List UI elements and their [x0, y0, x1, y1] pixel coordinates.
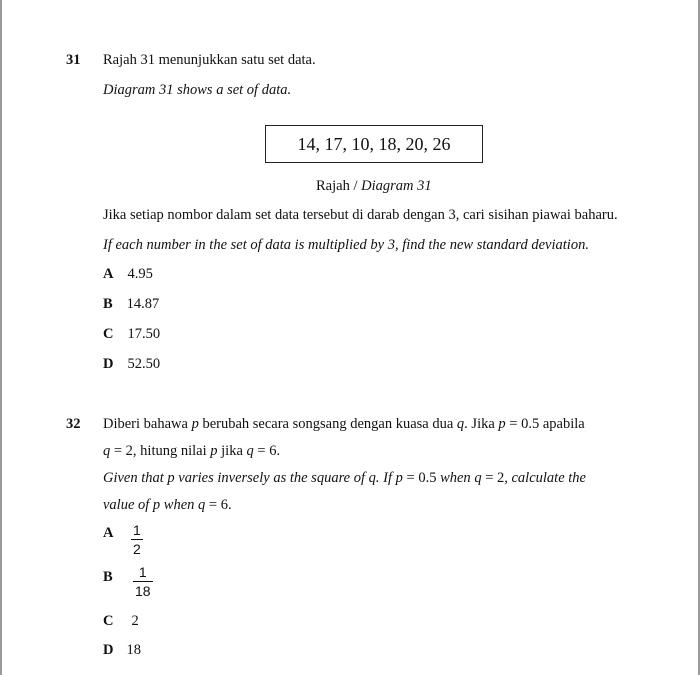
diagram-31-caption — [316, 177, 432, 195]
q31-option-b-letter: B — [103, 296, 113, 312]
q31-option-a-value: 4.95 — [127, 266, 153, 282]
q32-option-b-denominator: 18 — [135, 583, 151, 599]
fraction-bar — [133, 581, 153, 582]
q31-option-c[interactable] — [103, 325, 160, 343]
q31-option-b[interactable] — [103, 295, 159, 313]
question-31-text-en: If each number in the set of data is multiplied by 3, find the new standard deviation. — [103, 237, 589, 253]
question-32-number: 32 — [66, 416, 81, 432]
q32-option-b-fraction[interactable] — [133, 565, 153, 599]
q32-option-c[interactable] — [103, 612, 139, 630]
q32-option-a-denominator: 2 — [133, 541, 141, 557]
question-32-line2-ms: q = 2, hitung nilai p jika q = 6. — [103, 443, 281, 459]
question-31-intro-en: Diagram 31 shows a set of data. — [103, 82, 292, 98]
question-31-text-ms: Jika setiap nombor dalam set data tersebut di darab dengan 3, cari sisihan piawai baharu. — [103, 207, 618, 223]
q32-option-d-letter: D — [103, 642, 114, 658]
fraction-bar — [131, 539, 143, 540]
q32-option-b-numerator: 1 — [138, 564, 147, 580]
q31-option-a[interactable] — [103, 265, 153, 283]
caption-en: Diagram 31 — [361, 178, 432, 194]
question-32-line1-ms: Diberi bahawa p berubah secara songsang dengan kuasa dua q. Jika p = 0.5 apabila — [103, 416, 585, 432]
q32-option-a-letter[interactable]: A — [103, 525, 114, 541]
q31-option-d-letter: D — [103, 356, 114, 372]
page-left-edge — [0, 0, 2, 675]
q32-option-c-letter: C — [103, 613, 114, 629]
q31-option-d-value: 52.50 — [127, 356, 161, 372]
q31-option-c-value: 17.50 — [127, 326, 161, 342]
question-31-number: 31 — [66, 52, 81, 68]
q31-option-d[interactable] — [103, 355, 160, 373]
q32-option-d-value: 18 — [126, 642, 141, 658]
q31-option-b-value: 14.87 — [126, 296, 160, 312]
q32-option-d[interactable] — [103, 641, 141, 659]
q32-option-a-fraction[interactable] — [131, 523, 143, 557]
question-32-line1-en: Given that p varies inversely as the square of q. If p = 0.5 when q = 2, calculate the — [103, 470, 586, 486]
caption-ms: Rajah / — [316, 178, 362, 194]
q31-option-a-letter: A — [103, 266, 114, 282]
q31-option-c-letter: C — [103, 326, 114, 342]
q32-option-a-numerator: 1 — [133, 522, 141, 538]
question-32-line2-en: value of p when q = 6. — [103, 497, 232, 513]
q32-option-b-letter[interactable]: B — [103, 569, 113, 585]
data-set-values: 14, 17, 10, 18, 20, 26 — [297, 133, 451, 154]
question-31-intro-ms: Rajah 31 menunjukkan satu set data. — [103, 52, 316, 68]
data-set-box — [265, 125, 483, 163]
q32-option-c-value: 2 — [131, 613, 139, 629]
